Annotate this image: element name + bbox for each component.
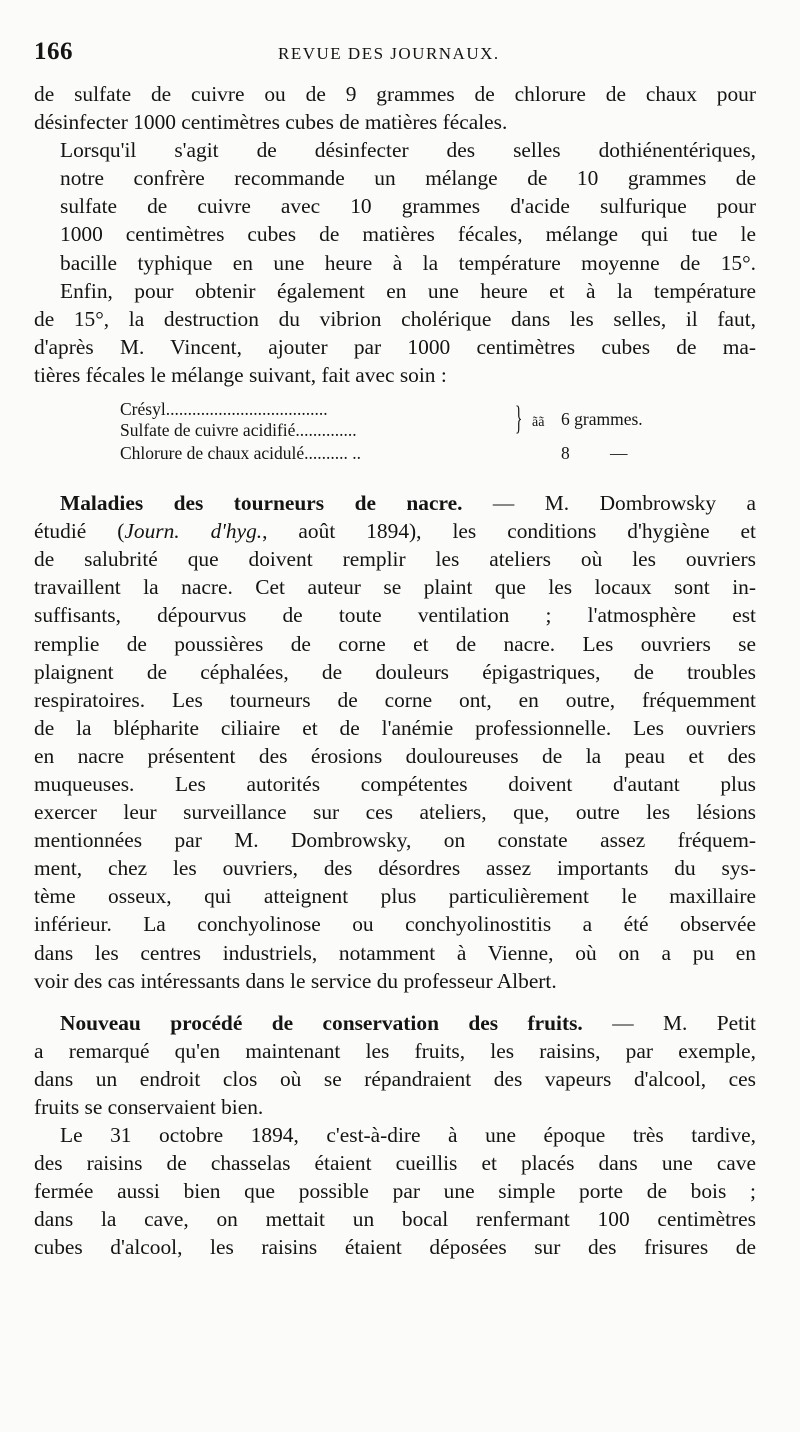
- section-title-tail: — M. Dombrowsky a: [492, 491, 756, 516]
- text-line: Lorsqu'il s'agit de désinfecter des selles dothiénentériques,: [60, 138, 756, 163]
- text-line: dans un endroit clos où se répandraient des vapeurs d'alcool, ces: [34, 1066, 756, 1091]
- page-number: 166: [34, 38, 73, 65]
- page-header: [34, 38, 754, 72]
- leader-dots: .......... ..: [304, 443, 362, 464]
- text-span: étudié (: [34, 519, 125, 544]
- text-line: notre confrère recommande un mélange de 10 grammes de: [60, 166, 756, 191]
- journal-citation: Journ. d'hyg.: [124, 519, 263, 544]
- text-span: , août 1894), les conditions d'hygiène et: [262, 519, 756, 544]
- brace-icon: }: [515, 400, 523, 438]
- text-line: désinfecter 1000 centimètres cubes de matières fécales.: [34, 110, 508, 135]
- text-line: tières fécales le mélange suivant, fait avec soin :: [34, 362, 447, 387]
- leader-dots: .....................................: [165, 399, 328, 420]
- text-line: de sulfate de cuivre ou de 9 grammes de chlorure de chaux pour: [34, 82, 756, 106]
- section-title: Maladies des tourneurs de nacre.: [60, 491, 463, 516]
- text-line: exercer leur surveillance sur ces ateliers, que, outre les lésions: [34, 800, 756, 825]
- page-body: [34, 80, 756, 1262]
- paragraph-cholera: [34, 277, 756, 389]
- section-title-tail: — M. Petit: [612, 1010, 756, 1035]
- row3-quantity: 8: [561, 443, 570, 464]
- text-line: de la blépharite ciliaire et de l'anémie professionnelle. Les ouvriers: [34, 715, 756, 740]
- text-line: fermée aussi bien que possible par une simple porte de bois ;: [34, 1179, 756, 1204]
- text-line: travaillent la nacre. Cet auteur se plaint que les locaux sont in-: [34, 575, 756, 600]
- section-fruit-conservation: [34, 1009, 756, 1262]
- shared-quantity: 6 grammes.: [561, 409, 643, 430]
- text-line: en nacre présentent des érosions douloureuses de la peau et des: [34, 743, 756, 768]
- text-line: plaignent de céphalées, de douleurs épigastriques, de troubles: [34, 659, 756, 684]
- text-line: suffisants, dépourvus de toute ventilation ; l'atmosphère est: [34, 603, 756, 628]
- formula-row: [120, 399, 328, 420]
- text-line: [34, 489, 756, 517]
- text-line: [34, 1009, 756, 1037]
- text-line: inférieur. La conchyolinose ou conchyolinostitis a été observée: [34, 912, 756, 937]
- paragraph-dothienenteric: [34, 136, 756, 276]
- section-gap: [34, 995, 756, 1009]
- text-line: [34, 517, 756, 545]
- row3-unit: —: [610, 443, 628, 464]
- text-line: de 15°, la destruction du vibrion cholérique dans les selles, il faut,: [34, 306, 756, 331]
- paragraph-continued: [34, 80, 756, 136]
- text-line: des raisins de chasselas étaient cueillis et placés dans une cave: [34, 1151, 756, 1176]
- text-line: respiratoires. Les tourneurs de corne ont, en outre, fréquemment: [34, 687, 756, 712]
- text-line: muqueuses. Les autorités compétentes doivent d'autant plus: [34, 771, 756, 796]
- text-line: bacille typhique en une heure à la température moyenne de 15°.: [60, 250, 756, 275]
- text-line: Le 31 octobre 1894, c'est-à-dire à une époque très tardive,: [60, 1123, 756, 1148]
- text-line: fruits se conservaient bien.: [34, 1095, 264, 1119]
- ingredient-name: Crésyl: [120, 399, 166, 420]
- ingredient-name: Chlorure de chaux acidulé: [120, 443, 305, 464]
- running-head: REVUE DES JOURNAUX.: [278, 44, 500, 63]
- leader-dots: ..............: [295, 420, 357, 441]
- text-line: dans les centres industriels, notamment à Vienne, où on a pu en: [34, 940, 756, 965]
- section-nacre-turners: [34, 489, 756, 995]
- disinfectant-formula: [120, 399, 756, 477]
- formula-row: [120, 420, 357, 441]
- text-line: dans la cave, on mettait un bocal renfermant 100 centimètres: [34, 1207, 756, 1232]
- text-line: Enfin, pour obtenir également en une heure et à la température: [60, 278, 756, 303]
- text-line: d'après M. Vincent, ajouter par 1000 centimètres cubes de ma-: [34, 334, 756, 359]
- text-line: ment, chez les ouvriers, des désordres assez importants du sys-: [34, 856, 756, 881]
- text-line: de salubrité que doivent remplir les ateliers où les ouvriers: [34, 547, 756, 572]
- text-line: tème osseux, qui atteignent plus particulièrement le maxillaire: [34, 884, 756, 909]
- text-line: a remarqué qu'en maintenant les fruits, les raisins, par exemple,: [34, 1038, 756, 1063]
- text-line: 1000 centimètres cubes de matières fécales, mélange qui tue le: [60, 222, 756, 247]
- section-title: Nouveau procédé de conservation des fruits.: [60, 1010, 583, 1035]
- text-line: remplie de poussières de corne et de nacre. Les ouvriers se: [34, 631, 756, 656]
- text-line: sulfate de cuivre avec 10 grammes d'acide sulfurique pour: [60, 194, 756, 219]
- ingredient-name: Sulfate de cuivre acidifié: [120, 420, 296, 441]
- text-line: cubes d'alcool, les raisins étaient déposées sur des frisures de: [34, 1235, 756, 1260]
- formula-row: [120, 443, 361, 464]
- text-line: mentionnées par M. Dombrowsky, on constate assez fréquem-: [34, 828, 756, 853]
- quantity-prefix: ãã: [532, 415, 545, 431]
- text-line: voir des cas intéressants dans le service du professeur Albert.: [34, 968, 557, 993]
